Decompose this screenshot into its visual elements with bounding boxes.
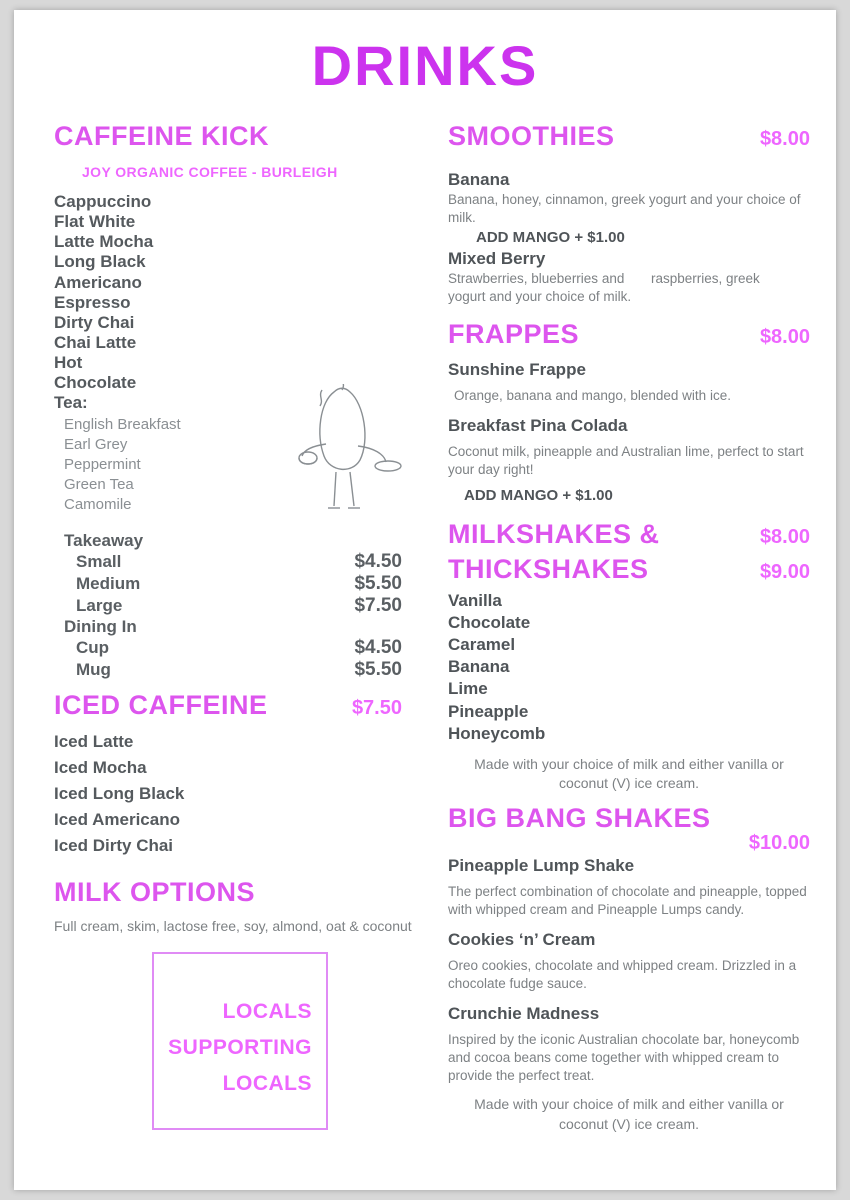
menu-item-name: Crunchie Madness [448, 1004, 600, 1024]
size-price: $5.50 [354, 658, 402, 680]
size-price-list [54, 531, 432, 681]
size-label: Dining In [64, 616, 137, 636]
size-price: $7.50 [354, 594, 402, 616]
size-price: $4.50 [354, 550, 402, 572]
menu-item-name: Cookies ‘n’ Cream [448, 930, 596, 950]
menu-columns [14, 122, 836, 1134]
list-item: Chocolate [54, 372, 137, 392]
menu-item-desc: Coconut milk, pineapple and Australian lime, perfect to start your day right! [448, 444, 804, 478]
section-heading-thickshakes: THICKSHAKES [448, 554, 649, 585]
table-row [54, 573, 432, 595]
left-column [14, 122, 432, 1134]
list-item: Espresso [54, 292, 131, 312]
menu-item-name: Breakfast Pina Colada [448, 416, 628, 436]
list-item: Cappuccino [54, 192, 152, 212]
shakes-note: Made with your choice of milk and either vanilla or coconut (V) ice cream. [474, 755, 784, 792]
size-price: $5.50 [354, 572, 402, 594]
section-heading-smoothies: SMOOTHIES [448, 121, 615, 151]
table-row [54, 551, 432, 573]
list-item: Hot [54, 352, 83, 372]
iced-caffeine-price: $7.50 [351, 696, 402, 719]
size-label: Takeaway [64, 530, 144, 550]
smoothies-header [448, 122, 810, 151]
menu-item-desc: The perfect combination of chocolate and pineapple, topped with whipped cream and Pineapple Lumps candy. [448, 884, 807, 918]
caffeine-subheading: JOY ORGANIC COFFEE - BURLEIGH [82, 164, 338, 181]
menu-item-desc-continued: raspberries, greek [651, 271, 760, 287]
menu-item-addon: ADD MANGO + $1.00 [464, 487, 613, 505]
iced-caffeine-list [54, 732, 432, 856]
milk-options-note: Full cream, skim, lactose free, soy, almond, oat & coconut [54, 918, 412, 935]
table-row [54, 637, 432, 659]
section-heading-frappes: FRAPPES [448, 319, 580, 349]
menu-item-desc: Strawberries, blueberries and yogurt and your choice of milk. [448, 271, 632, 305]
big-bang-note: Made with your choice of milk and either vanilla or coconut (V) ice cream. [474, 1096, 784, 1132]
menu-item-desc: Banana, honey, cinnamon, greek yogurt and your choice of milk. [448, 192, 801, 226]
menu-item-name: Banana [448, 170, 510, 189]
milkshakes-price: $8.00 [759, 526, 810, 549]
list-item: Chocolate [448, 613, 531, 633]
frappes-header [448, 320, 810, 349]
big-bang-price: $10.00 [748, 832, 810, 855]
menu-page [14, 10, 836, 1190]
list-item: Vanilla [448, 591, 502, 611]
right-column [432, 122, 836, 1134]
list-item: Earl Grey [64, 435, 128, 453]
list-item: Chai Latte [54, 332, 137, 352]
smoothies-price: $8.00 [759, 128, 810, 150]
big-bang-header [448, 804, 810, 855]
locals-line-2: SUPPORTING [168, 1036, 312, 1060]
size-label: Cup [76, 637, 110, 657]
menu-item-desc: Oreo cookies, chocolate and whipped cream. Drizzled in a chocolate fudge sauce. [448, 958, 797, 992]
list-item: Iced Long Black [54, 783, 185, 803]
list-item: Long Black [54, 252, 146, 272]
frappes-price: $8.00 [759, 326, 810, 348]
size-label: Mug [76, 659, 111, 679]
list-item: Flat White [54, 212, 136, 232]
list-item: Dirty Chai [54, 312, 135, 332]
list-item: English Breakfast [64, 415, 181, 433]
shake-flavour-list [448, 590, 810, 745]
list-item: Tea: [54, 392, 88, 412]
frappes-list [448, 359, 810, 506]
iced-caffeine-header-row [54, 691, 432, 720]
locals-line-3: LOCALS [222, 1071, 312, 1095]
table-row [54, 531, 432, 551]
locals-line-1: LOCALS [222, 1000, 312, 1024]
list-item: Lime [448, 679, 488, 699]
section-heading-milkshakes: MILKSHAKES & [448, 519, 660, 550]
size-label: Large [76, 595, 123, 615]
table-row [54, 617, 432, 637]
list-item: Camomile [64, 495, 132, 513]
size-label: Small [76, 551, 122, 571]
milkshakes-header-line2 [448, 555, 810, 584]
menu-item-desc-split [448, 270, 810, 306]
section-heading-caffeine-kick: CAFFEINE KICK [54, 121, 269, 151]
size-label: Medium [76, 573, 141, 593]
milkshakes-header-line1 [448, 520, 810, 549]
thickshakes-price: $9.00 [759, 561, 810, 584]
big-bang-list [448, 855, 810, 1085]
menu-item-name: Sunshine Frappe [448, 360, 586, 379]
smoothies-list [448, 169, 810, 306]
menu-item-desc: Orange, banana and mango, blended with ice. [454, 388, 731, 404]
list-item: Latte Mocha [54, 232, 154, 252]
coffee-person-doodle-icon [290, 384, 410, 514]
menu-item-name: Mixed Berry [448, 249, 546, 268]
table-row [54, 659, 432, 681]
section-heading-big-bang-shakes: BIG BANG SHAKES [448, 802, 711, 833]
section-heading-iced-caffeine: ICED CAFFEINE [54, 689, 268, 720]
list-item: Caramel [448, 635, 516, 655]
list-item: Green Tea [64, 475, 134, 493]
menu-item-desc: Inspired by the iconic Australian chocolate bar, honeycomb and cocoa beans come together with whipped cream to provide the perfect treat. [448, 1032, 800, 1084]
list-item: Iced Latte [54, 731, 134, 751]
page-title: DRINKS [311, 34, 539, 97]
list-item: Honeycomb [448, 723, 546, 743]
list-item: Iced Americano [54, 809, 180, 829]
menu-item-addon: ADD MANGO + $1.00 [476, 229, 625, 246]
list-item: Peppermint [64, 455, 141, 473]
section-heading-milk-options: MILK OPTIONS [54, 876, 255, 907]
locals-supporting-locals-box [152, 952, 328, 1130]
list-item: Iced Mocha [54, 757, 147, 777]
size-price: $4.50 [354, 636, 402, 658]
menu-item-name: Pineapple Lump Shake [448, 856, 635, 876]
list-item: Pineapple [448, 701, 529, 721]
list-item: Banana [448, 657, 510, 677]
list-item: Americano [54, 272, 142, 292]
caffeine-item-list [54, 192, 432, 413]
table-row [54, 595, 432, 617]
list-item: Iced Dirty Chai [54, 835, 174, 855]
